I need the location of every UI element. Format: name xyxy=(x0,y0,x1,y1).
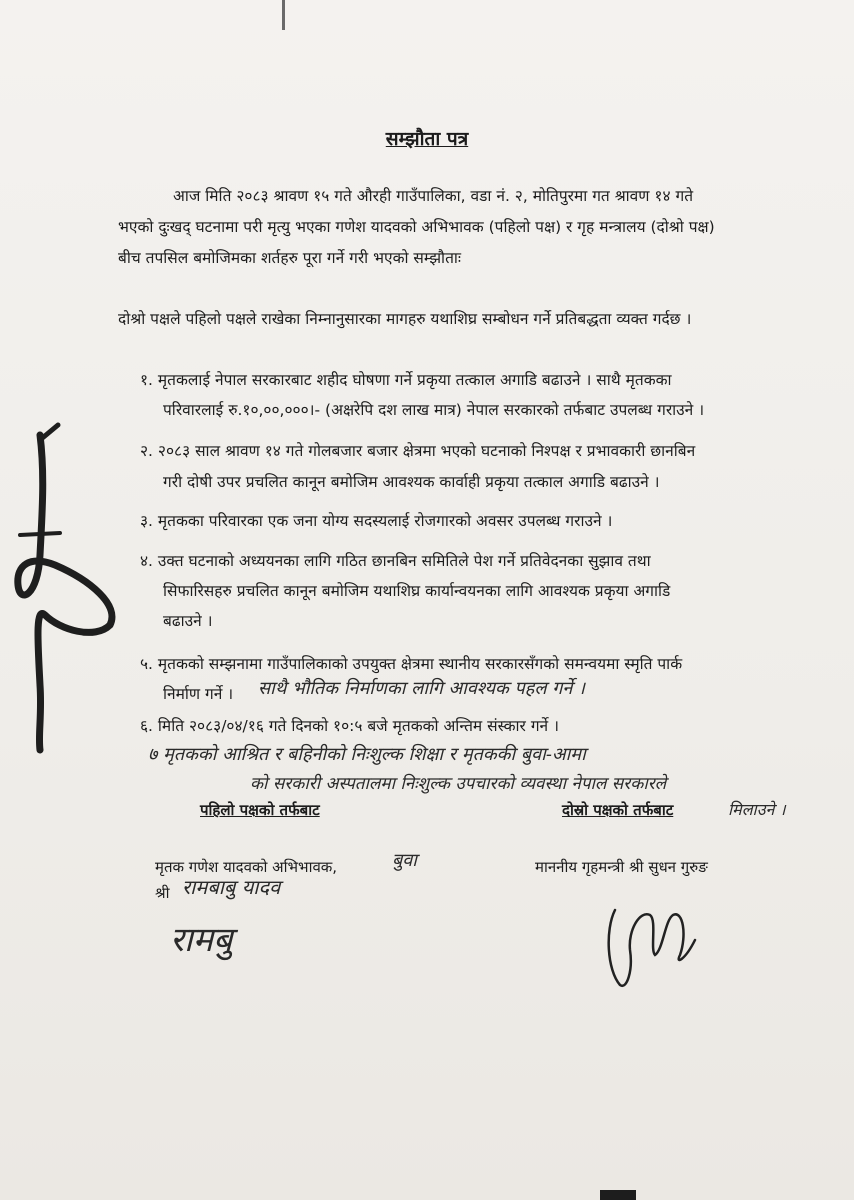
party1-name-prefix: श्री xyxy=(155,884,170,902)
list-item: परिवारलाई रु.१०,००,०००।- (अक्षरेपि दश लाख मात्र) नेपाल सरकारको तर्फबाट उपलब्ध गराउने । xyxy=(163,401,705,419)
party1-label: मृतक गणेश यादवको अभिभावक, xyxy=(155,858,338,876)
list-item: निर्माण गर्ने । xyxy=(163,685,234,703)
party1-relation: बुवा xyxy=(392,850,417,871)
party2-heading: दोस्रो पक्षको तर्फबाट xyxy=(562,801,674,819)
list-item: ५. मृतकको सम्झनामा गाउँपालिकाको उपयुक्त क्षेत्रमा स्थानीय सरकारसँगको समन्वयमा स्मृति पार्क xyxy=(140,655,683,673)
party1-name: रामबाबु यादव xyxy=(182,875,281,899)
handwritten-item: को सरकारी अस्पतालमा निःशुल्क उपचारको व्यवस्था नेपाल सरकारले xyxy=(250,774,667,794)
handwritten-addition: साथै भौतिक निर्माणका लागि आवश्यक पहल गर्ने । xyxy=(258,678,585,699)
intro-line: बीच तपसिल बमोजिमका शर्तहरु पूरा गर्ने गरी भएको सम्झौताः xyxy=(118,249,462,267)
margin-signature xyxy=(0,415,140,765)
party1-signature: रामबु xyxy=(170,920,233,960)
document-title: सम्झौता पत्र xyxy=(385,128,469,150)
list-item: गरी दोषी उपर प्रचलित कानून बमोजिम आवश्यक कार्वाही प्रकृया तत्काल अगाडि बढाउने । xyxy=(163,473,660,491)
list-item: बढाउने । xyxy=(163,612,213,630)
handwritten-item: ७ मृतकको आश्रित र बहिनीको निःशुल्क शिक्षा र मृतककी बुवा-आमा xyxy=(148,744,586,765)
intro-line: भएको दुःखद् घटनामा परी मृत्यु भएका गणेश यादवको अभिभावक (पहिलो पक्ष) र गृह मन्त्रालय (दोश्रो पक्ष) xyxy=(118,218,715,236)
party2-signatory: माननीय गृहमन्त्री श्री सुधन गुरुङ xyxy=(535,858,708,876)
handwritten-item: मिलाउने । xyxy=(728,800,786,819)
list-item: सिफारिसहरु प्रचलित कानून बमोजिम यथाशिघ्र कार्यान्वयनका लागि आवश्यक प्रकृया अगाडि xyxy=(163,582,671,600)
list-item: ४. उक्त घटनाको अध्ययनका लागि गठित छानबिन समितिले पेश गर्ने प्रतिवेदनका सुझाव तथा xyxy=(140,552,651,570)
list-item: ३. मृतकका परिवारका एक जना योग्य सदस्यलाई रोजगारको अवसर उपलब्ध गराउने । xyxy=(140,512,613,530)
list-item: १. मृतकलाई नेपाल सरकारबाट शहीद घोषणा गर्ने प्रकृया तत्काल अगाडि बढाउने । साथै मृतकका xyxy=(140,371,672,389)
top-edge-mark xyxy=(275,0,285,30)
list-item: ६. मिति २०८३/०४/१६ गते दिनको १०:५ बजे मृतकको अन्तिम संस्कार गर्ने । xyxy=(140,717,559,735)
commitment-statement: दोश्रो पक्षले पहिलो पक्षले राखेका निम्नानुसारका मागहरु यथाशिघ्र सम्बोधन गर्ने प्रतिबद्धता व्यक्त गर्दछ । xyxy=(118,310,692,328)
intro-line: आज मिति २०८३ श्रावण १५ गते औरही गाउँपालिका, वडा नं. २, मोतिपुरमा गत श्रावण १४ गते xyxy=(173,187,694,205)
party2-signature-mark xyxy=(595,890,705,1000)
list-item: २. २०८३ साल श्रावण १४ गते गोलबजार बजार क्षेत्रमा भएको घटनाको निश्पक्ष र प्रभावकारी छानबिन xyxy=(140,442,696,460)
scan-edge-block xyxy=(600,1190,636,1200)
party1-heading: पहिलो पक्षको तर्फबाट xyxy=(200,801,320,819)
